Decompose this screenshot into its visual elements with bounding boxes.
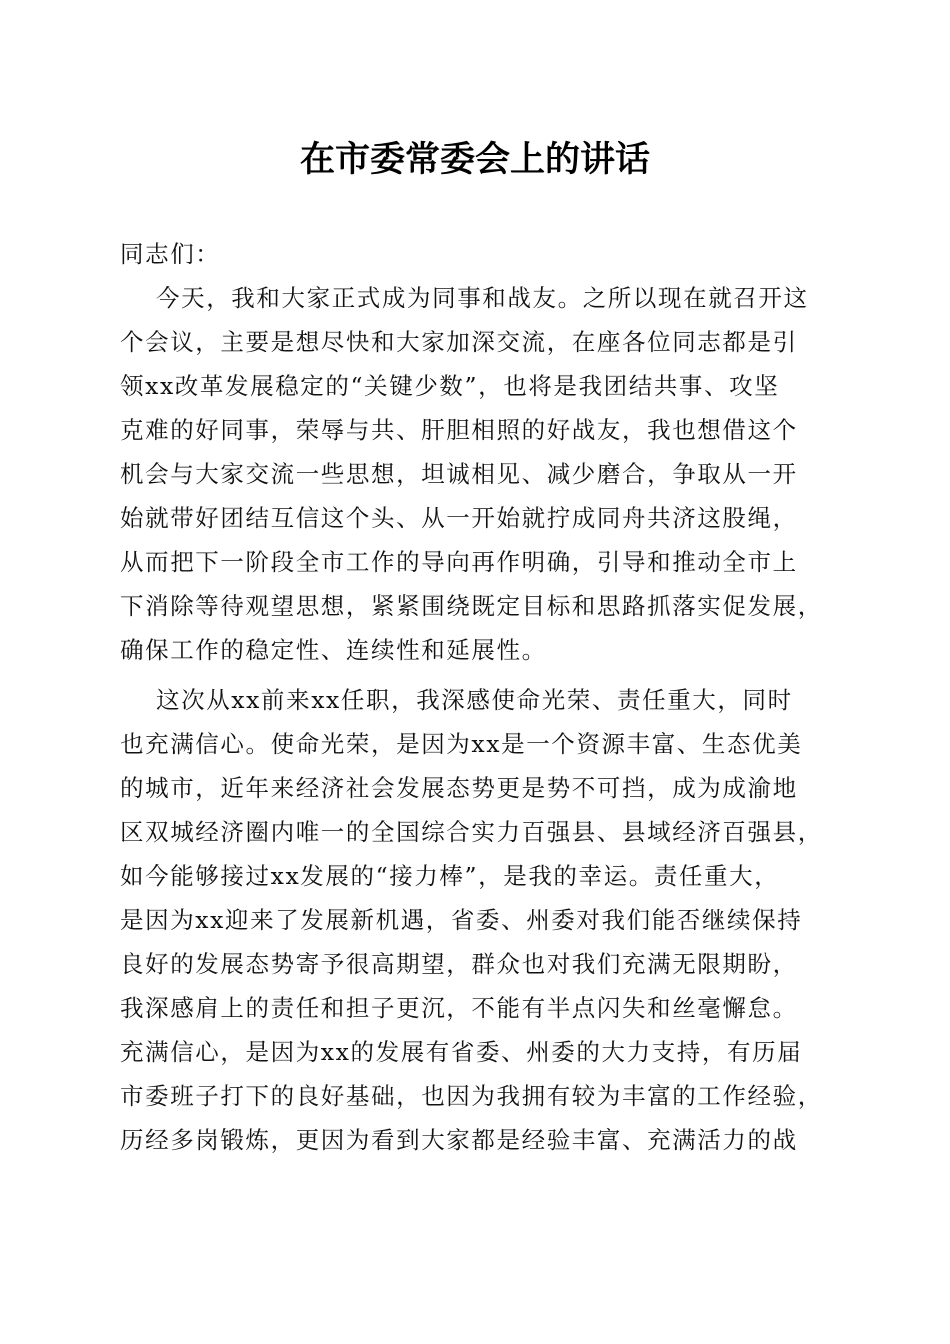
paragraph-2-line: 良好的发展态势寄予很高期望，群众也对我们充满无限期盼，: [120, 950, 798, 978]
paragraph-2-line: 的城市，近年来经济社会发展态势更是势不可挡，成为成渝地: [120, 774, 798, 802]
paragraph-1-line: 下消除等待观望思想，紧紧围绕既定目标和思路抓落实促发展，: [120, 592, 823, 620]
paragraph-1-line: 始就带好团结互信这个头、从一开始就拧成同舟共济这股绳，: [120, 504, 798, 532]
paragraph-2-line: 是因为xx迎来了发展新机遇，省委、州委对我们能否继续保持: [120, 906, 803, 934]
paragraph-2-line: 充满信心，是因为xx的发展有省委、州委的大力支持，有历届: [120, 1038, 803, 1066]
paragraph-1-line: 机会与大家交流一些思想，坦诚相见、减少磨合，争取从一开: [120, 460, 798, 488]
paragraph-2-line: 历经多岗锻炼，更因为看到大家都是经验丰富、充满活力的战: [120, 1126, 798, 1154]
salutation: 同志们：: [120, 240, 221, 268]
paragraph-2-line: 市委班子打下的良好基础，也因为我拥有较为丰富的工作经验，: [120, 1082, 823, 1110]
paragraph-2-line: 也充满信心。使命光荣，是因为xx是一个资源丰富、生态优美: [120, 730, 803, 758]
paragraph-2-line: 这次从xx前来xx任职，我深感使命光荣、责任重大，同时: [156, 686, 793, 714]
paragraph-2-line: 如今能够接过xx发展的“接力棒”，是我的幸运。责任重大，: [120, 862, 780, 890]
paragraph-2-line: 我深感肩上的责任和担子更沉，不能有半点闪失和丝毫懈怠。: [120, 994, 798, 1022]
paragraph-1-line: 克难的好同事，荣辱与共、肝胆相照的好战友，我也想借这个: [120, 416, 798, 444]
paragraph-2-line: 区双城经济圈内唯一的全国综合实力百强县、县域经济百强县，: [120, 818, 823, 846]
paragraph-1-line: 领xx改革发展稳定的“关键少数”，也将是我团结共事、攻坚: [120, 372, 780, 400]
paragraph-1-line: 个会议，主要是想尽快和大家加深交流，在座各位同志都是引: [120, 328, 798, 356]
paragraph-1-line: 确保工作的稳定性、连续性和延展性。: [120, 636, 547, 664]
paragraph-1-line: 今天，我和大家正式成为同事和战友。之所以现在就召开这: [156, 284, 809, 312]
paragraph-1-line: 从而把下一阶段全市工作的导向再作明确，引导和推动全市上: [120, 548, 798, 576]
page-title: 在市委常委会上的讲话: [299, 139, 650, 180]
